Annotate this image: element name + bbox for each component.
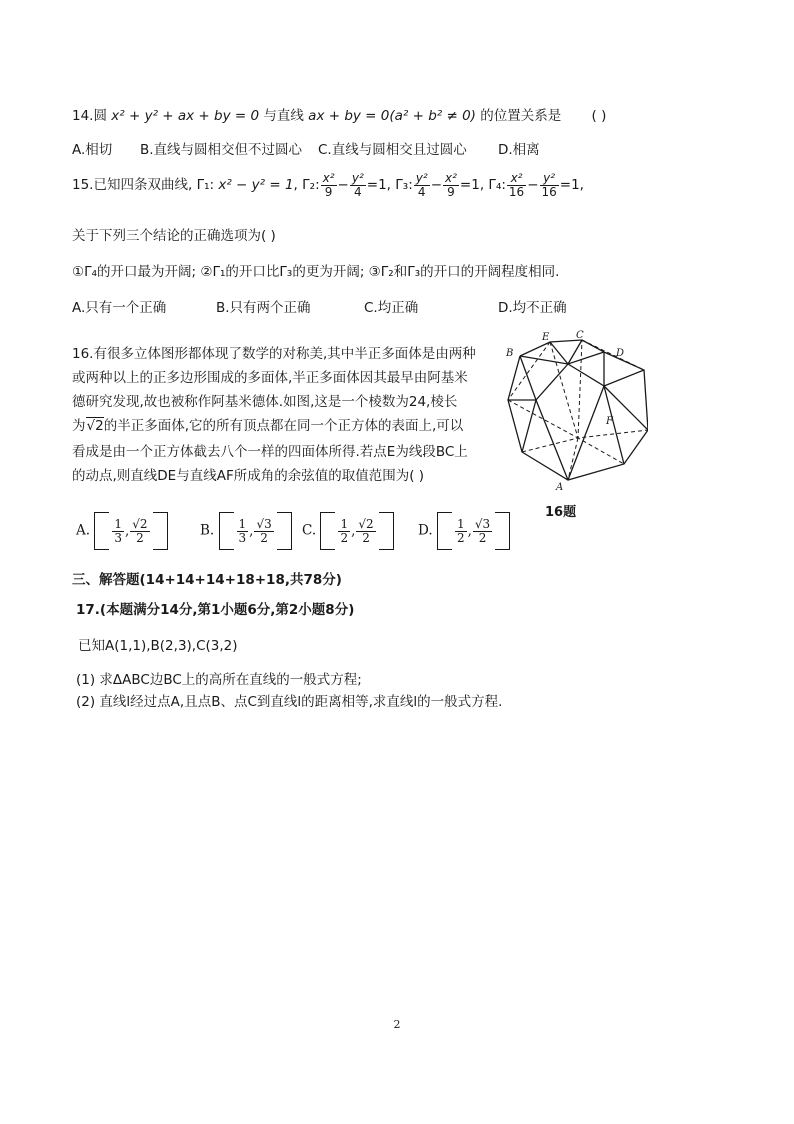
q16-option-b: B. $\frac{1}{3}$ , $\frac{√3}{2}$ [200, 512, 292, 550]
figure-label-e: E [542, 332, 550, 343]
q15-fraction: $\frac{\text{y²}}{4}$ [351, 171, 364, 199]
figure-edge [520, 352, 604, 364]
q16-sqrt2: √2 [86, 418, 104, 434]
q15-option-c: C.均正确 [364, 300, 419, 316]
q16-line-3: 德研究发现,故也被称作阿基米德体.如图,这是一个棱数为24,棱长 [72, 394, 458, 410]
q16-option-a: A. $\frac{1}{3}$ , $\frac{√2}{2}$ [76, 512, 168, 550]
q14-option-a: A.相切 [72, 142, 113, 158]
figure-label-b: B [506, 348, 514, 359]
q15-fraction: $\frac{\text{x²}}{9}$ [445, 171, 457, 199]
q15-fraction: $\frac{\text{y²}}{16}$ [541, 171, 557, 199]
q17-part-1: (1) 求ΔABC边BC上的高所在直线的一般式方程; [76, 672, 362, 688]
figure-hidden-edge [550, 340, 582, 438]
q14-stem: 14.圆 x² + y² + ax + by = 0 与直线 ax + by = 0(a² + b² ≠ 0) 的位置关系是 ( ) [72, 108, 607, 124]
page-number: 2 [393, 1018, 401, 1031]
figure-label-a: A [556, 482, 564, 490]
figure-edge [536, 364, 568, 480]
q16-option-d: D. $\frac{1}{2}$ , $\frac{√3}{2}$ [418, 512, 510, 550]
polyhedron-figure [506, 330, 648, 490]
q16-option-c: C. $\frac{1}{2}$ , $\frac{√2}{2}$ [302, 512, 394, 550]
q14-line-equation: ax + by = 0(a² + b² ≠ 0) [308, 108, 476, 124]
q15-statements: ①Γ₄的开口最为开阔; ②Γ₁的开口比Γ₃的更为开阔; ③Γ₂和Γ₃的开口的开阔程度相同. [72, 264, 560, 280]
figure-edge [550, 342, 568, 364]
q16-line-4: 为√2的半正多面体,它的所有顶点都在同一个正方体的表面上,可以 [72, 418, 464, 434]
q14-number: 14. [72, 108, 94, 124]
q15-option-d: D.均不正确 [498, 300, 567, 316]
figure-label-c: C [576, 330, 584, 341]
q16-line-2: 或两种以上的正多边形围成的多面体,半正多面体因其最早由阿基米 [72, 370, 468, 386]
figure-edge [522, 400, 536, 452]
figure-label-f: F [606, 416, 613, 427]
q15-fraction: $\frac{\text{y²}}{4}$ [415, 171, 428, 199]
figure-caption: 16题 [545, 505, 577, 520]
q14-circle-equation: x² + y² + ax + by = 0 [111, 108, 260, 124]
q14-option-c: C.直线与圆相交且过圆心 [318, 142, 467, 158]
q15-stem: 15.已知四条双曲线, Γ₁: x² − y² = 1, Γ₂: $\frac{\text{x²}}{9}$ − $\frac{\text{y²}}{4}$ =1, Γ₃: $\frac{\text{y²}}{4}$ − $\frac{\text{x²}}{9}$ =1, Γ₄: $\frac{\text{x²}}{16}$ − $\frac{\text{y²}}{16}$ =1, [72, 171, 584, 199]
figure-hidden-edge [582, 340, 644, 370]
q14-answer-bracket: ( ) [591, 108, 607, 124]
q15-option-b: B.只有两个正确 [216, 300, 311, 316]
figure-edge [568, 364, 604, 480]
q17-part-2: (2) 直线l经过点A,且点B、点C到直线l的距离相等,求直线l的一般式方程. [76, 694, 503, 710]
q14-option-d: D.相离 [498, 142, 540, 158]
q15-fraction: $\frac{\text{x²}}{9}$ [322, 171, 335, 199]
q14-option-b: B.直线与圆相交但不过圆心 [140, 142, 303, 158]
q16-line-6: 的动点,则直线DE与直线AF所成角的余弦值的取值范围为( ) [72, 468, 425, 484]
q15-question: 关于下列三个结论的正确选项为( ) [72, 228, 276, 244]
section-3-title: 三、解答题(14+14+14+18+18,共78分) [72, 572, 342, 588]
q16-line-5: 看成是由一个正方体截去八个一样的四面体所得.若点E为线段BC上 [72, 444, 468, 460]
q15-gamma1-equation: x² − y² = 1 [218, 177, 294, 194]
figure-label-d: D [616, 348, 625, 359]
q17-given: 已知A(1,1),B(2,3),C(3,2) [78, 638, 238, 654]
q16-line-1: 16.有很多立体图形都体现了数学的对称美,其中半正多面体是由两种 [72, 346, 476, 362]
q15-option-a: A.只有一个正确 [72, 300, 167, 316]
q15-fraction: $\frac{\text{x²}}{16}$ [508, 171, 525, 199]
q17-header: 17.(本题满分14分,第1小题6分,第2小题8分) [76, 602, 355, 618]
